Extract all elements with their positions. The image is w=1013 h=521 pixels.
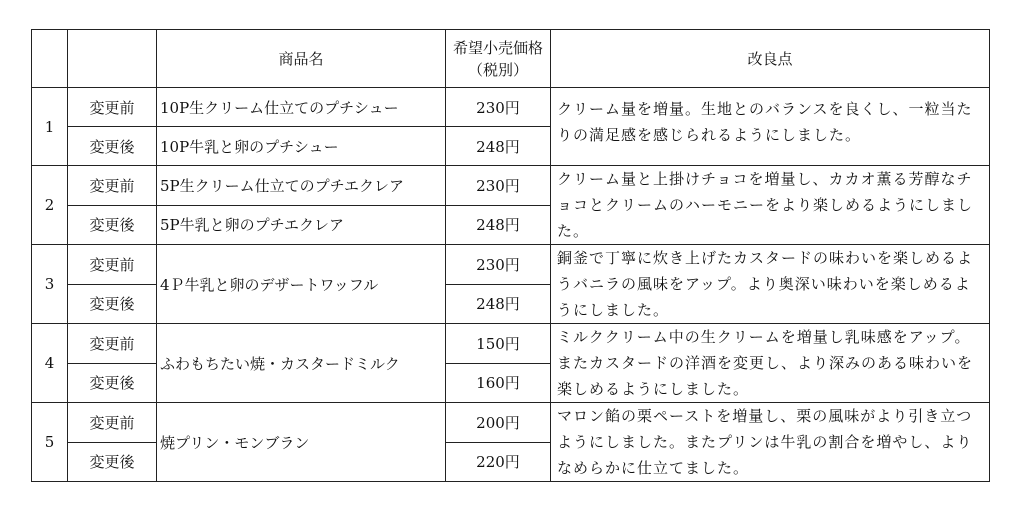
item-number: 1	[32, 88, 68, 166]
item-number: 2	[32, 166, 68, 245]
header-row	[32, 30, 990, 88]
header-price-line2: （税別）	[467, 60, 528, 79]
product-name: ふわもちたい焼・カスタードミルク	[157, 324, 446, 403]
product-change-table	[31, 29, 990, 482]
before-product-name: 5P生クリーム仕立てのプチエクレア	[157, 166, 446, 206]
header-price-line1: 希望小売価格	[452, 38, 543, 57]
before-price: 150円	[446, 324, 551, 364]
after-price: 248円	[446, 205, 551, 245]
before-label: 変更前	[68, 245, 157, 285]
before-price: 200円	[446, 403, 551, 443]
after-label: 変更後	[68, 205, 157, 245]
header-price	[446, 30, 551, 88]
header-number	[32, 30, 68, 88]
table-row	[32, 403, 990, 443]
after-label: 変更後	[68, 363, 157, 403]
before-label: 変更前	[68, 166, 157, 206]
item-number: 5	[32, 403, 68, 482]
after-price: 248円	[446, 127, 551, 166]
header-product-name: 商品名	[157, 30, 446, 88]
header-change	[68, 30, 157, 88]
before-price: 230円	[446, 245, 551, 285]
improvement-text: マロン餡の栗ペーストを増量し、栗の風味がより引き立つようにしました。またプリンは牛乳の割合を増やし、よりなめらかに仕立てました。	[551, 403, 990, 482]
before-product-name: 10P生クリーム仕立てのプチシュー	[157, 88, 446, 127]
after-product-name: 10P牛乳と卵のプチシュー	[157, 127, 446, 166]
before-price: 230円	[446, 166, 551, 206]
table-row	[32, 88, 990, 127]
item-number: 3	[32, 245, 68, 324]
improvement-text: クリーム量と上掛けチョコを増量し、カカオ薫る芳醇なチョコとクリームのハーモニーをより楽しめるようにしました。	[551, 166, 990, 245]
improvement-text: クリーム量を増量。生地とのバランスを良くし、一粒当たりの満足感を感じられるようにしました。	[551, 88, 990, 166]
after-price: 220円	[446, 442, 551, 482]
before-label: 変更前	[68, 324, 157, 364]
table-row	[32, 324, 990, 364]
after-label: 変更後	[68, 442, 157, 482]
after-product-name: 5P牛乳と卵のプチエクレア	[157, 205, 446, 245]
product-name: 焼プリン・モンブラン	[157, 403, 446, 482]
header-improvement: 改良点	[551, 30, 990, 88]
item-number: 4	[32, 324, 68, 403]
after-label: 変更後	[68, 127, 157, 166]
improvement-text: ミルククリーム中の生クリームを増量し乳味感をアップ。またカスタードの洋酒を変更し、より深みのある味わいを楽しめるようにしました。	[551, 324, 990, 403]
improvement-text: 銅釜で丁寧に炊き上げたカスタードの味わいを楽しめるようバニラの風味をアップ。より奥深い味わいを楽しめるようにしました。	[551, 245, 990, 324]
table-row	[32, 166, 990, 206]
after-price: 160円	[446, 363, 551, 403]
product-name: 4Ｐ牛乳と卵のデザートワッフル	[157, 245, 446, 324]
before-label: 変更前	[68, 88, 157, 127]
after-label: 変更後	[68, 284, 157, 324]
before-label: 変更前	[68, 403, 157, 443]
table-row	[32, 245, 990, 285]
before-price: 230円	[446, 88, 551, 127]
after-price: 248円	[446, 284, 551, 324]
